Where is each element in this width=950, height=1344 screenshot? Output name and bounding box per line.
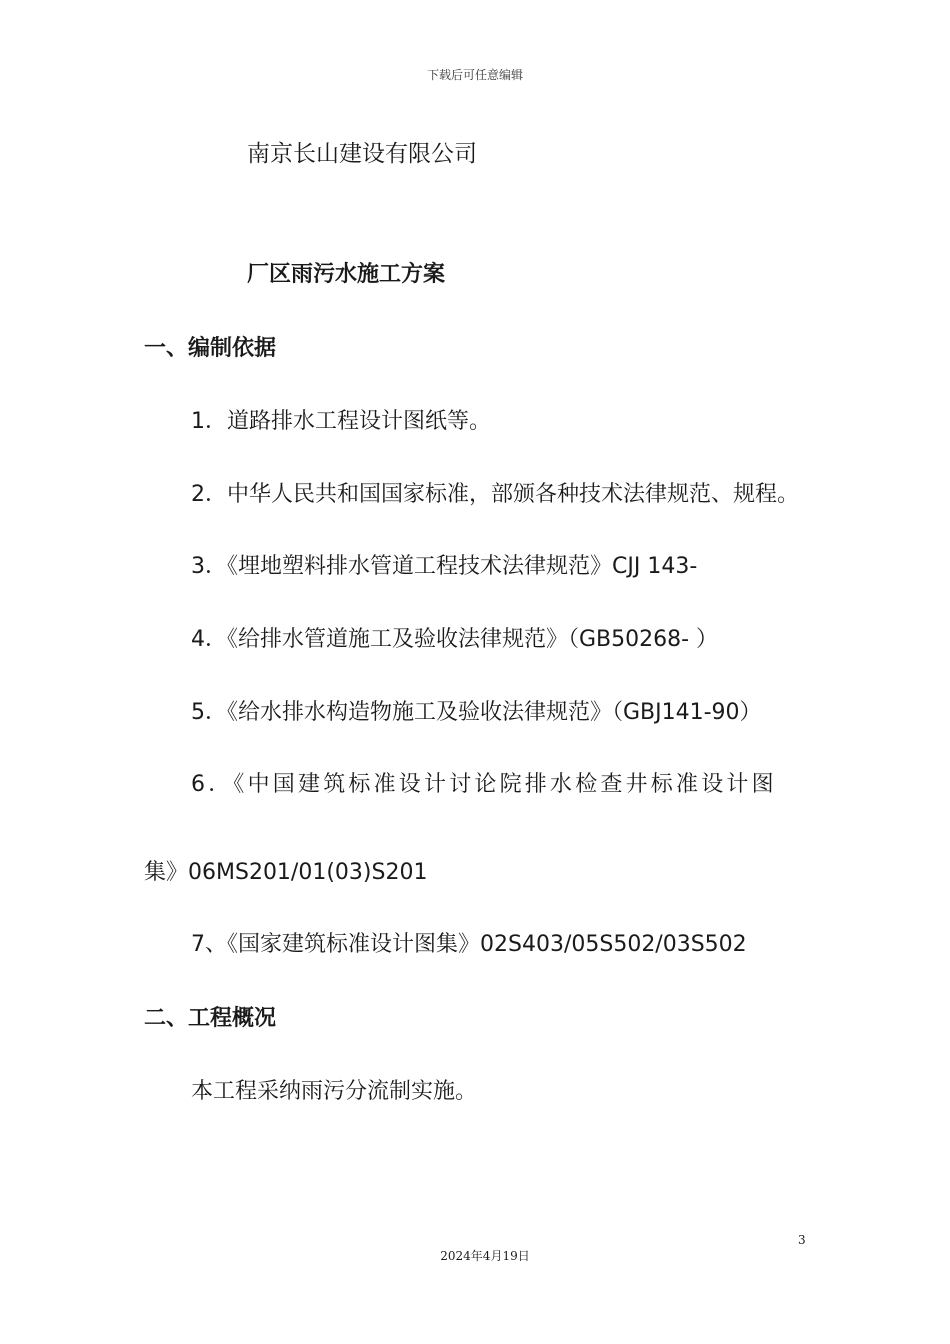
section-heading-overview: 二、工程概况: [144, 1006, 277, 1031]
basis-item-1: 1．道路排水工程设计图纸等。: [191, 409, 491, 434]
basis-item-5: 5．《给水排水构造物施工及验收法律规范》（GBJ141-90）: [191, 700, 762, 725]
basis-item-6-continued: 集》06MS201/01(03)S201: [144, 860, 428, 885]
company-name: 南京长山建设有限公司: [247, 141, 477, 167]
page-number: 3: [798, 1233, 806, 1247]
basis-item-7: 7、《国家建筑标准设计图集》02S403/05S502/03S502: [191, 932, 747, 957]
basis-item-4: 4．《给排水管道施工及验收法律规范》（GB50268- ）: [191, 627, 719, 652]
document-title: 厂区雨污水施工方案: [247, 262, 446, 287]
section-heading-basis: 一、编制依据: [144, 336, 277, 361]
basis-item-6: 6．《中国建筑标准设计讨论院排水检查井标准设计图: [191, 772, 777, 797]
page-header-note: 下载后可任意编辑: [426, 68, 523, 82]
basis-item-3: 3．《埋地塑料排水管道工程技术法律规范》CJJ 143-: [191, 554, 698, 579]
overview-paragraph: 本工程采纳雨污分流制实施。: [191, 1079, 478, 1104]
footer-date: 2024年4月19日: [440, 1249, 530, 1263]
basis-item-2: 2．中华人民共和国国家标准，部颁各种技术法律规范、规程。: [191, 482, 799, 507]
